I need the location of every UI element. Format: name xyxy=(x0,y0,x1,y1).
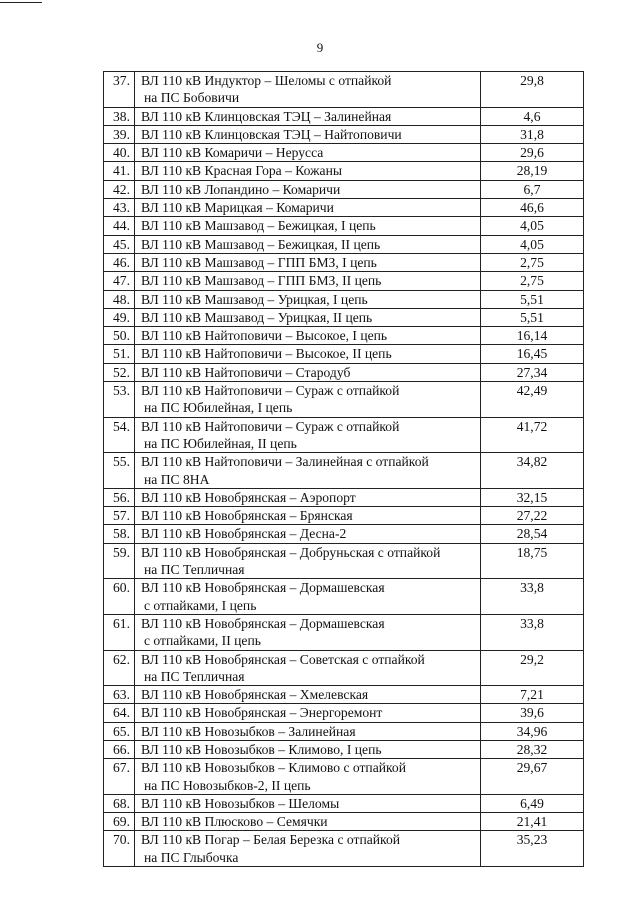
line-length: 29,2 xyxy=(481,650,584,686)
table-row xyxy=(104,162,584,180)
row-number: 50. xyxy=(104,327,135,345)
row-number: 53. xyxy=(104,382,135,418)
line-length: 41,72 xyxy=(481,417,584,453)
table-row xyxy=(104,831,584,867)
line-name: ВЛ 110 кВ Лопандино – Комаричи xyxy=(141,181,341,197)
line-name-continuation: на ПС Новозыбков-2, II цепь xyxy=(144,777,311,793)
table-row xyxy=(104,235,584,253)
line-name-cell xyxy=(135,180,481,198)
line-name-continuation: на ПС Бобовичи xyxy=(144,90,240,106)
table-row xyxy=(104,488,584,506)
line-name-cell xyxy=(135,72,481,108)
line-length: 4,05 xyxy=(481,217,584,235)
row-number: 41. xyxy=(104,162,135,180)
row-number: 48. xyxy=(104,290,135,308)
line-name: ВЛ 110 кВ Новозыбков – Климово, I цепь xyxy=(141,741,382,757)
line-length: 5,51 xyxy=(481,308,584,326)
table-row xyxy=(104,308,584,326)
table-row xyxy=(104,813,584,831)
line-length: 2,75 xyxy=(481,253,584,271)
table-row xyxy=(104,794,584,812)
row-number: 45. xyxy=(104,235,135,253)
table-row xyxy=(104,382,584,418)
row-number: 70. xyxy=(104,831,135,867)
row-number: 38. xyxy=(104,107,135,125)
row-number: 49. xyxy=(104,308,135,326)
line-length: 6,7 xyxy=(481,180,584,198)
line-length: 29,8 xyxy=(481,72,584,108)
line-name-cell xyxy=(135,363,481,381)
row-number: 57. xyxy=(104,507,135,525)
row-number: 66. xyxy=(104,740,135,758)
line-name-cell xyxy=(135,650,481,686)
line-length: 29,67 xyxy=(481,759,584,795)
line-name-cell xyxy=(135,199,481,217)
row-number: 42. xyxy=(104,180,135,198)
table-row xyxy=(104,722,584,740)
line-name-cell xyxy=(135,382,481,418)
line-length: 29,6 xyxy=(481,144,584,162)
line-length: 31,8 xyxy=(481,125,584,143)
line-name: ВЛ 110 кВ Клинцовская ТЭЦ – Найтоповичи xyxy=(141,126,402,142)
line-name-cell xyxy=(135,759,481,795)
line-name-continuation: с отпайками, I цепь xyxy=(144,597,257,613)
row-number: 62. xyxy=(104,650,135,686)
line-name-cell xyxy=(135,327,481,345)
table-body xyxy=(104,72,584,867)
line-name: ВЛ 110 кВ Новозыбков – Климово с отпайкой xyxy=(141,760,407,776)
table-row xyxy=(104,199,584,217)
line-length: 32,15 xyxy=(481,488,584,506)
line-name: ВЛ 110 кВ Клинцовская ТЭЦ – Залинейная xyxy=(141,108,392,124)
line-length: 21,41 xyxy=(481,813,584,831)
line-name: ВЛ 110 кВ Комаричи – Нерусса xyxy=(141,145,324,161)
line-length: 7,21 xyxy=(481,686,584,704)
line-length: 27,34 xyxy=(481,363,584,381)
line-length: 28,19 xyxy=(481,162,584,180)
line-length: 6,49 xyxy=(481,794,584,812)
row-number: 54. xyxy=(104,417,135,453)
row-number: 64. xyxy=(104,704,135,722)
row-number: 61. xyxy=(104,614,135,650)
line-length: 34,96 xyxy=(481,722,584,740)
table-row xyxy=(104,345,584,363)
table-row xyxy=(104,759,584,795)
line-name-cell xyxy=(135,162,481,180)
page-number: 9 xyxy=(316,40,324,55)
line-name-cell xyxy=(135,813,481,831)
line-name-cell xyxy=(135,345,481,363)
line-name-cell xyxy=(135,107,481,125)
line-name: ВЛ 110 кВ Индуктор – Шеломы с отпайкой xyxy=(141,73,392,88)
row-number: 68. xyxy=(104,794,135,812)
line-length: 35,23 xyxy=(481,831,584,867)
line-name: ВЛ 110 кВ Плюсково – Семячки xyxy=(141,814,328,830)
line-name: ВЛ 110 кВ Найтоповичи – Стародуб xyxy=(141,364,351,380)
line-name: ВЛ 110 кВ Новобрянская – Энергоремонт xyxy=(141,705,383,721)
table-row xyxy=(104,217,584,235)
line-length: 33,8 xyxy=(481,579,584,615)
line-name: ВЛ 110 кВ Новобрянская – Добруньская с отпайкой xyxy=(141,544,441,560)
row-number: 56. xyxy=(104,488,135,506)
row-number: 39. xyxy=(104,125,135,143)
line-name: ВЛ 110 кВ Машзавод – ГПП БМЗ, II цепь xyxy=(141,273,382,289)
line-name: ВЛ 110 кВ Новозыбков – Залинейная xyxy=(141,723,356,739)
line-name: ВЛ 110 кВ Новобрянская – Советская с отпайкой xyxy=(141,651,425,667)
table-row xyxy=(104,453,584,489)
line-name-cell xyxy=(135,253,481,271)
row-number: 65. xyxy=(104,722,135,740)
line-length: 42,49 xyxy=(481,382,584,418)
row-number: 44. xyxy=(104,217,135,235)
table-row xyxy=(104,579,584,615)
table-row xyxy=(104,327,584,345)
line-name-cell xyxy=(135,125,481,143)
line-name: ВЛ 110 кВ Марицкая – Комаричи xyxy=(141,200,334,216)
table-row xyxy=(104,180,584,198)
line-name: ВЛ 110 кВ Машзавод – Урицкая, II цепь xyxy=(141,309,373,325)
table-row xyxy=(104,686,584,704)
line-name-cell xyxy=(135,525,481,543)
row-number: 63. xyxy=(104,686,135,704)
table-row xyxy=(104,290,584,308)
line-name: ВЛ 110 кВ Новозыбков – Шеломы xyxy=(141,795,340,811)
line-length: 27,22 xyxy=(481,507,584,525)
row-number: 69. xyxy=(104,813,135,831)
line-name-cell xyxy=(135,488,481,506)
line-length: 4,05 xyxy=(481,235,584,253)
line-length: 4,6 xyxy=(481,107,584,125)
line-name: ВЛ 110 кВ Машзавод – Бежицкая, I цепь xyxy=(141,218,376,234)
line-name-cell xyxy=(135,686,481,704)
line-name-cell xyxy=(135,144,481,162)
line-length: 46,6 xyxy=(481,199,584,217)
line-name-cell xyxy=(135,543,481,579)
line-name-cell xyxy=(135,722,481,740)
table-row xyxy=(104,704,584,722)
row-number: 58. xyxy=(104,525,135,543)
table-row xyxy=(104,144,584,162)
table-row xyxy=(104,543,584,579)
line-name: ВЛ 110 кВ Машзавод – Урицкая, I цепь xyxy=(141,291,368,307)
table-row xyxy=(104,650,584,686)
line-name: ВЛ 110 кВ Новобрянская – Дормашевская xyxy=(141,615,385,631)
line-name: ВЛ 110 кВ Красная Гора – Кожаны xyxy=(141,163,342,179)
line-name: ВЛ 110 кВ Найтоповичи – Высокое, II цепь xyxy=(141,346,392,362)
line-name-cell xyxy=(135,831,481,867)
table-row xyxy=(104,107,584,125)
power-lines-table xyxy=(103,71,584,867)
line-name-continuation: на ПС Тепличная xyxy=(144,562,245,578)
line-name-cell xyxy=(135,417,481,453)
line-name: ВЛ 110 кВ Новобрянская – Аэропорт xyxy=(141,489,356,505)
line-name: ВЛ 110 кВ Найтоповичи – Сураж с отпайкой xyxy=(141,418,400,434)
line-length: 33,8 xyxy=(481,614,584,650)
row-number: 47. xyxy=(104,272,135,290)
line-length: 18,75 xyxy=(481,543,584,579)
line-length: 5,51 xyxy=(481,290,584,308)
line-name-cell xyxy=(135,453,481,489)
line-name: ВЛ 110 кВ Машзавод – Бежицкая, II цепь xyxy=(141,236,381,252)
row-number: 43. xyxy=(104,199,135,217)
table-row xyxy=(104,417,584,453)
table-row xyxy=(104,740,584,758)
line-name-cell xyxy=(135,614,481,650)
table-row xyxy=(104,125,584,143)
line-name-cell xyxy=(135,507,481,525)
line-name: ВЛ 110 кВ Новобрянская – Дормашевская xyxy=(141,580,385,596)
line-length: 2,75 xyxy=(481,272,584,290)
line-length: 34,82 xyxy=(481,453,584,489)
header-rule xyxy=(0,2,42,3)
line-name-cell xyxy=(135,308,481,326)
table-row xyxy=(104,363,584,381)
row-number: 51. xyxy=(104,345,135,363)
table-row xyxy=(104,72,584,108)
line-name: ВЛ 110 кВ Найтоповичи – Сураж с отпайкой xyxy=(141,383,400,399)
table-row xyxy=(104,253,584,271)
line-name-cell xyxy=(135,290,481,308)
row-number: 67. xyxy=(104,759,135,795)
table-row xyxy=(104,525,584,543)
line-name-cell xyxy=(135,704,481,722)
row-number: 59. xyxy=(104,543,135,579)
line-name: ВЛ 110 кВ Погар – Белая Березка с отпайкой xyxy=(141,832,401,848)
line-length: 16,45 xyxy=(481,345,584,363)
line-length: 28,32 xyxy=(481,740,584,758)
line-name: ВЛ 110 кВ Новобрянская – Брянская xyxy=(141,508,353,524)
line-name-continuation: на ПС Юбилейная, II цепь xyxy=(144,435,297,451)
line-length: 16,14 xyxy=(481,327,584,345)
line-name-continuation: с отпайками, II цепь xyxy=(144,633,261,649)
line-name-cell xyxy=(135,272,481,290)
line-name-cell xyxy=(135,217,481,235)
row-number: 46. xyxy=(104,253,135,271)
line-name-cell xyxy=(135,740,481,758)
line-name-continuation: на ПС Тепличная xyxy=(144,668,245,684)
line-name-cell xyxy=(135,794,481,812)
row-number: 40. xyxy=(104,144,135,162)
line-name-continuation: на ПС 8НА xyxy=(144,471,210,487)
line-name: ВЛ 110 кВ Новобрянская – Хмелевская xyxy=(141,687,369,703)
line-name: ВЛ 110 кВ Машзавод – ГПП БМЗ, I цепь xyxy=(141,254,377,270)
table-row xyxy=(104,614,584,650)
line-name: ВЛ 110 кВ Найтоповичи – Высокое, I цепь xyxy=(141,328,388,344)
row-number: 55. xyxy=(104,453,135,489)
line-name: ВЛ 110 кВ Новобрянская – Десна-2 xyxy=(141,526,347,542)
table-row xyxy=(104,272,584,290)
row-number: 52. xyxy=(104,363,135,381)
line-name-continuation: на ПС Глыбочка xyxy=(144,849,239,865)
line-name-continuation: на ПС Юбилейная, I цепь xyxy=(144,400,293,416)
line-name-cell xyxy=(135,235,481,253)
line-name: ВЛ 110 кВ Найтоповичи – Залинейная с отпайкой xyxy=(141,454,429,470)
line-length: 28,54 xyxy=(481,525,584,543)
line-length: 39,6 xyxy=(481,704,584,722)
row-number: 37. xyxy=(104,72,135,108)
table-row xyxy=(104,507,584,525)
line-name-cell xyxy=(135,579,481,615)
row-number: 60. xyxy=(104,579,135,615)
